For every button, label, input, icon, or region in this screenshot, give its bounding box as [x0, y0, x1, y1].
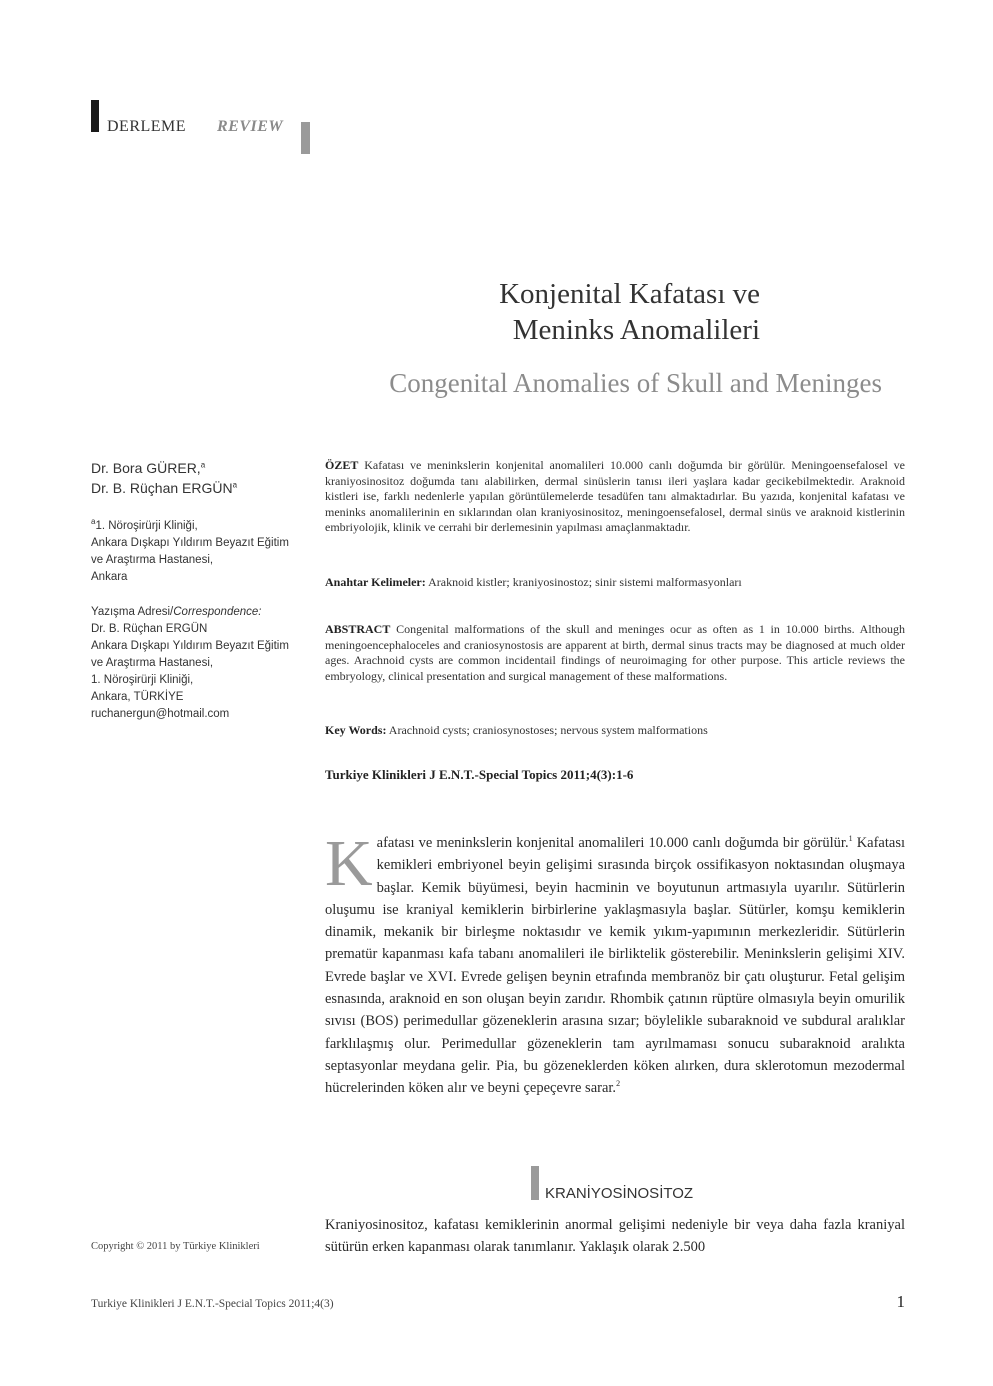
body-paragraph-2: Kraniyosinositoz, kafatası kemiklerinin anormal gelişimi nedeniyle bir veya daha fazla kraniyal sütürün erken kapanması olarak tanımlanır. Yaklaşık olarak 2.500 [325, 1217, 905, 1256]
header-bar-black [91, 100, 99, 132]
title-english: Congenital Anomalies of Skull and Meninges [389, 368, 882, 398]
keywords-english: Key Words: Arachnoid cysts; craniosynostoses; nervous system malformations [325, 723, 708, 737]
abstract-section [325, 622, 905, 684]
header-bar-gray [301, 122, 310, 154]
ozet-label: ÖZET [325, 458, 359, 472]
reference-2[interactable]: 2 [616, 1079, 621, 1089]
footer-journal: Turkiye Klinikleri J E.N.T.-Special Topics 2011;4(3) [91, 1298, 334, 1310]
abstract-label: ABSTRACT [325, 622, 391, 636]
correspondence: Yazışma Adresi/Correspondence: Dr. B. Rüçhan ERGÜN Ankara Dışkapı Yıldırım Beyazıt Eğitim ve Araştırma Hastanesi, 1. Nöroşirürji Kliniği, Ankara, TÜRKİYE ruchanergun@hotmail.com [91, 604, 311, 723]
section-heading: KRANİYOSİNOSİTOZ [545, 1185, 694, 1202]
author-list [91, 458, 311, 498]
article-type-en: REVIEW [217, 118, 284, 135]
affiliation: $^a$1. Nöroşirürji Kliniği, Ankara Dışkapı Yıldırım Beyazıt Eğitim ve Araştırma Hastanesi, Ankara [91, 517, 289, 583]
drop-cap: K [325, 827, 373, 900]
reference-1[interactable]: 1 [848, 834, 853, 844]
keywords-turkish: Anahtar Kelimeler: Araknoid kistler; kraniyosinostoz; sinir sistemi malformasyonları [325, 575, 742, 589]
author-1: Dr. Bora GÜRER,$^a$ [91, 460, 206, 476]
title-turkish: Konjenital Kafatası ve Meninks Anomalileri [499, 278, 760, 346]
ozet-section [325, 458, 905, 536]
abstract-text: Congenital malformations of the skull and meninges ocur as often as 1 in 10.000 births. Although meningoencephaloceles and craniosynostosis are apparent at birth, dermal sinus tracts may be diagnosed at much older ages. Arachnoid cysts are common incidentail findings of neuroimaging for other purpose. This article reviews the embryology, clinical presentation and surgical management of these malformations. [325, 622, 906, 683]
author-2: Dr. B. Rüçhan ERGÜN$^a$ [91, 480, 238, 496]
page-number: 1 [896, 1292, 905, 1311]
copyright-notice: Copyright © 2011 by Türkiye Klinikleri [91, 1241, 260, 1252]
journal-citation: Turkiye Klinikleri J E.N.T.-Special Topics 2011;4(3):1-6 [325, 767, 634, 782]
body-paragraph-1: Kafatası ve meninkslerin konjenital anomalileri 10.000 canlı doğumda bir görülür.$^1$ Kafatası kemikleri embriyonel beyin gelişimi sırasında birçok ossifikasyon noktasından oluşmaya başlar. Kemik büyümesi, beyin hacminin ve boyutunun artmasıyla uyarılır. Sütürlerin oluşumu ise kraniyal kemiklerin birbirlerine yaklaşmasıyla başlar. Sütürler, komşu kemiklerin dinamik, mekanik bir birleşme noktasıdır ve kemik yıkım-yapımının merkezleridir. Sütürlerin prematür kapanması kafa tabanı anomalileri ile birliktelik gösterebilir. Meninkslerin gelişimi XIV. Evrede başlar ve XVI. Evrede gelişen beynin etrafında membranöz bir çatı oluşturur. Fetal gelişim esnasında, araknoid en son oluşan beyin zarıdır. Rhombik çatının rüptüre olmasıyla beyin omurilik sıvısı (BOS) perimedullar gözeneklerin arasına sızar; böylelikle subaraknoid ve subdural aralıklar farklılaşmış olur. Perimedullar gözeneklerin tam ayrılmaması sonucu subaraknoid aralıkta septasyonlar meydana gelir. Pia, bu gözeneklerden köken alırken, dura sklerotomun mezodermal hücrelerinden köken alır ve beyni çepeçevre sarar.$^2$ [325, 827, 905, 1097]
ozet-text: Kafatası ve meninkslerin konjenital anomalileri 10.000 canlı doğumda bir görülür. Meningoensefalosel ve kraniyosinositoz doğumda tanı alabilirken, dermal sinüslerin tanısı ileri yaşlara kadar gecikebilmektedir. Araknoid kistleri ise, farklı nedenlerle yapılan görüntülemelerde tesadüfen tanı almaktadırlar. Bu yazıda, konjenital kafatası ve meninks anomalilerinin en sıklarından olan kraniyosinositoz, meningoensefalosel, dermal sinüs ve araknoid kistlerinin embriyolojik, klinik ve cerrahi bir derlemesinin yapılması amaçlanmaktadır. [325, 458, 906, 534]
article-type-tr: DERLEME [107, 118, 187, 135]
correspondence-email[interactable]: ruchanergun@hotmail.com [91, 708, 230, 720]
section-marker-bar [531, 1166, 539, 1200]
